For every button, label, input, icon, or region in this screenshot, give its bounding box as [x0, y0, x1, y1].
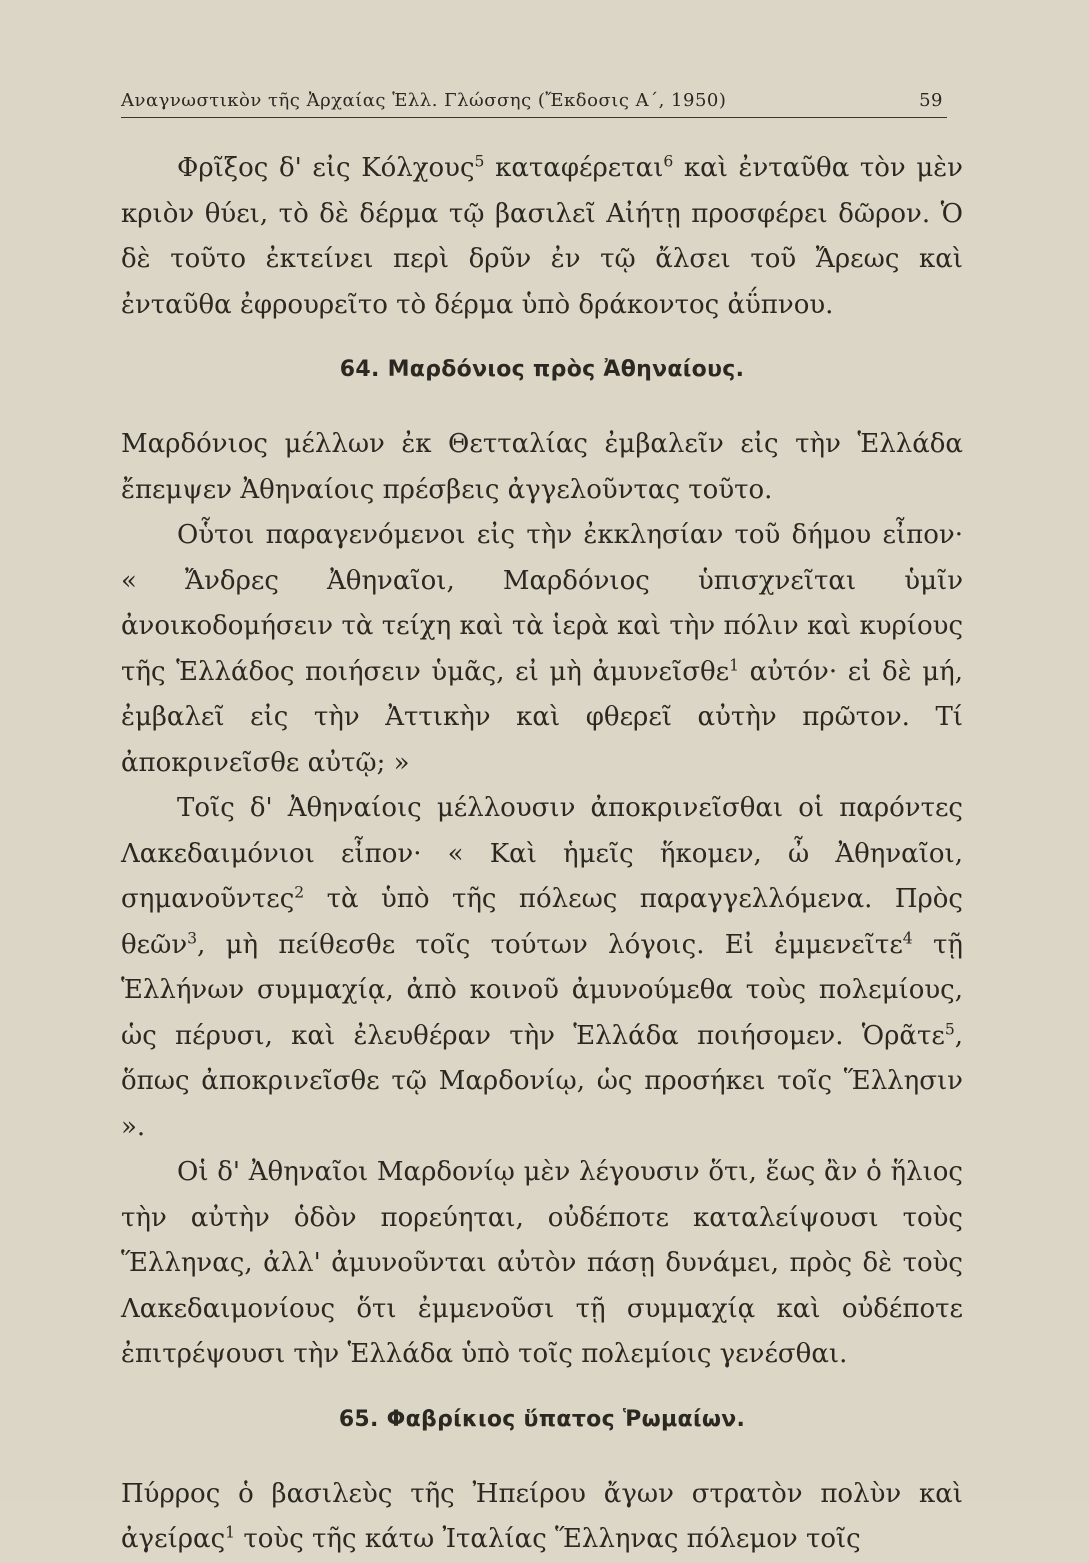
text-run: τῇ Ἑλλήνων συμμαχίᾳ, ἀπὸ κοινοῦ ἀμυνούμεθα τοὺς πολεμίους, ὡς πέρυσι, καὶ ἐλευθέραν τὴν Ἑλλάδα ποιήσομεν. Ὁρᾶτε	[121, 929, 963, 1051]
text-run: Φρῖξος δ' εἰς Κόλχους	[177, 153, 475, 183]
paragraph: Οἱ δ' Ἀθηναῖοι Μαρδονίῳ μὲν λέγουσιν ὅτι, ἕως ἂν ὁ ἥλιος τὴν αὐτὴν ὁδὸν πορεύηται, οὐδέποτε καταλείψουσι τοὺς Ἕλληνας, ἀλλ' ἀμυνοῦνται αὐτὸν πάσῃ δυνάμει, πρὸς δὲ τοὺς Λακεδαιμονίους ὅτι ἐμμενοῦσι τῇ συμμαχίᾳ καὶ οὐδέποτε ἐπιτρέψουσι τὴν Ἑλλάδα ὑπὸ τοῖς πολεμίοις γενέσθαι.	[121, 1157, 963, 1369]
text-run: καταφέρεται	[484, 153, 664, 183]
text-run: αὐτόν· εἰ δὲ μή, ἐμβαλεῖ εἰς τὴν Ἀττικὴν καὶ φθερεῖ αὐτὴν πρῶτον. Τί ἀποκρινεῖσθε αὐτῷ; »	[121, 656, 963, 778]
footnote-ref: 2	[294, 883, 305, 902]
paragraph	[121, 513, 963, 786]
spacer	[121, 328, 963, 340]
section-heading-64: 64. Μαρδόνιος πρὸς Ἀθηναίους.	[339, 357, 745, 382]
intro-paragraph	[121, 146, 963, 328]
spacer	[121, 1450, 963, 1472]
section-heading-65: 65. Φαβρίκιος ὕπατος Ῥωμαίων.	[338, 1406, 746, 1432]
footnote-ref: 6	[663, 152, 674, 171]
header-rule	[121, 117, 947, 118]
text-run: τὰ ὑπὸ τῆς πόλεως παραγγελλόμενα. Πρὸς θεῶν	[121, 884, 963, 960]
footnote-ref: 4	[902, 928, 913, 947]
footnote-ref: 1	[225, 1523, 236, 1542]
paragraph	[121, 786, 963, 1150]
paragraph: Μαρδόνιος μέλλων ἐκ Θετταλίας ἐμβαλεῖν εἰς τὴν Ἑλλάδα ἔπεμψεν Ἀθηναίοις πρέσβεις ἀγγελοῦντας τοῦτο.	[121, 429, 963, 505]
spacer	[121, 400, 963, 422]
footnote-ref: 5	[944, 1019, 955, 1038]
text-run: Τοῖς δ' Ἀθηναίοις μέλλουσιν ἀποκρινεῖσθαι οἱ παρόντες Λακεδαιμόνιοι εἶπον· « Καὶ ἡμεῖς ἥκομεν, ὦ Ἀθηναῖοι, σημανοῦντες	[121, 793, 963, 914]
footnote-ref: 5	[474, 152, 485, 171]
text-run: καὶ ἐνταῦθα τὸν μὲν κριὸν θύει, τὸ δὲ δέρμα τῷ βασιλεῖ Αἰήτῃ προσφέρει δῶρον. Ὁ δὲ τοῦτο ἐκτείνει περὶ δρῦν ἐν τῷ ἄλσει τοῦ Ἄρεως καὶ ἐνταῦθα ἐφρουρεῖτο τὸ δέρμα ὑπὸ δράκοντος ἀΰπνου.	[121, 153, 963, 320]
running-title: Αναγνωστικὸν τῆς Ἀρχαίας Ἑλλ. Γλώσσης (Ἔκδοσις Α΄, 1950)	[121, 90, 727, 111]
text-run: , μὴ πείθεσθε τοῖς τούτων λόγοις. Εἰ ἐμμενεῖτε	[197, 929, 903, 960]
page-header	[121, 86, 947, 118]
paragraph	[121, 1472, 963, 1563]
page-body	[121, 146, 963, 1563]
text-run: , ὅπως ἀποκρινεῖσθε τῷ Μαρδονίῳ, ὡς προσήκει τοῖς Ἕλλησιν ».	[121, 1020, 963, 1142]
page-number: 59	[919, 90, 943, 111]
text-run: τοὺς τῆς κάτω Ἰταλίας Ἕλληνας πόλεμον τοῖς	[235, 1524, 861, 1554]
footnote-ref: 1	[729, 655, 740, 674]
text-run: Οὗτοι παραγενόμενοι εἰς τὴν ἐκκλησίαν τοῦ δήμου εἶπον· « Ἄνδρες Ἀθηναῖοι, Μαρδόνιος ὑπισχνεῖται ὑμῖν ἀνοικοδομήσειν τὰ τείχη καὶ τὰ ἱερὰ καὶ τὴν πόλιν καὶ κυρίους τῆς Ἑλλάδος ποιήσειν ὑμᾶς, εἰ μὴ ἀμυνεῖσθε	[121, 520, 963, 687]
spacer	[121, 1378, 963, 1390]
footnote-ref: 3	[187, 928, 198, 947]
text-run: Πύρρος ὁ βασιλεὺς τῆς Ἠπείρου ἄγων στρατὸν πολὺν καὶ ἀγείρας	[121, 1478, 963, 1554]
